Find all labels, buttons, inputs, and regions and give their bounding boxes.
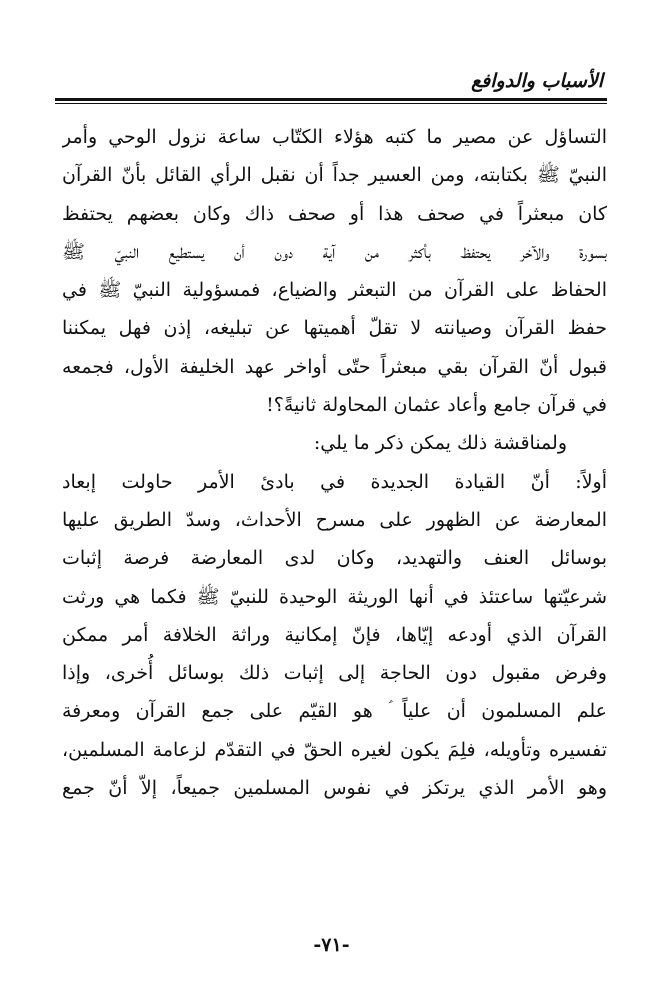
text-line: القرآن الذي أودعه إيّاها، فإنّ إمكانية وراثة الخلافة أمر ممكن [62, 623, 607, 646]
page-number: -٧١- [313, 934, 350, 956]
body-text [62, 118, 607, 807]
text-line: قبول أنّ القرآن بقي مبعثراً حتّى أواخر عهد الخليفة الأول، فجمعه [62, 355, 607, 378]
text-line-paragraph-start: ولمناقشة ذلك يمكن ذكر ما يلي: [313, 432, 567, 455]
text-line-paragraph-end: في قرآن جامع وأعاد عثمان المحاولة ثانيةً؟! [266, 394, 607, 417]
text-line: بسورة والآخر يحتفظ بأكثر من آية دون أن يستطيع النبيّ ﷺ [62, 240, 607, 263]
text-line: حفظ القرآن وصيانته لا تقلّ أهميتها عن تبليغه، إذن فهل يمكننا [62, 317, 607, 340]
text-line: أولاً: أنّ القيادة الجديدة في بادئ الأمر حاولت إبعاد [62, 470, 607, 493]
text-line: شرعيّتها ساعتئذ في أنها الوريثة الوحيدة للنبيّ ﷺ فكما هي ورثت [62, 585, 607, 608]
text-line: علم المسلمون أن علياً ؑ هو القيّم على جمع القرآن ومعرفة [62, 700, 607, 723]
text-line: الحفاظ على القرآن من التبعثر والضياع، فمسؤولية النبيّ ﷺ في [62, 279, 607, 302]
text-line: المعارضة عن الظهور على مسرح الأحداث، وسدّ الطريق عليها [62, 508, 607, 531]
text-line: وهو الأمر الذي يرتكز في نفوس المسلمين جميعاً، إلاّ أنّ جمع [62, 777, 607, 800]
text-line: التساؤل عن مصير ما كتبه هؤلاء الكتّاب ساعة نزول الوحي وأمر [62, 126, 607, 148]
text-line: النبيّ ﷺ بكتابته، ومن العسير جداً أن نقبل الرأي القائل بأنّ القرآن [62, 164, 607, 187]
header-rule-thin [55, 103, 607, 104]
header-rule [55, 98, 607, 101]
running-header: الأسباب والدوافع [471, 70, 603, 92]
text-line: وفرض مقبول دون الحاجة إلى إثبات ذلك بوسائل أُخرى، وإذا [62, 662, 607, 685]
text-line: تفسيره وتأويله، فلِمَ يكون لغيره الحقّ في التقدّم لزعامة المسلمين، [62, 738, 607, 761]
text-line: كان مبعثراً في صحف هذا أو صحف ذاك وكان بعضهم يحتفظ [62, 202, 607, 225]
text-line: بوسائل العنف والتهديد، وكان لدى المعارضة فرصة إثبات [62, 547, 607, 570]
